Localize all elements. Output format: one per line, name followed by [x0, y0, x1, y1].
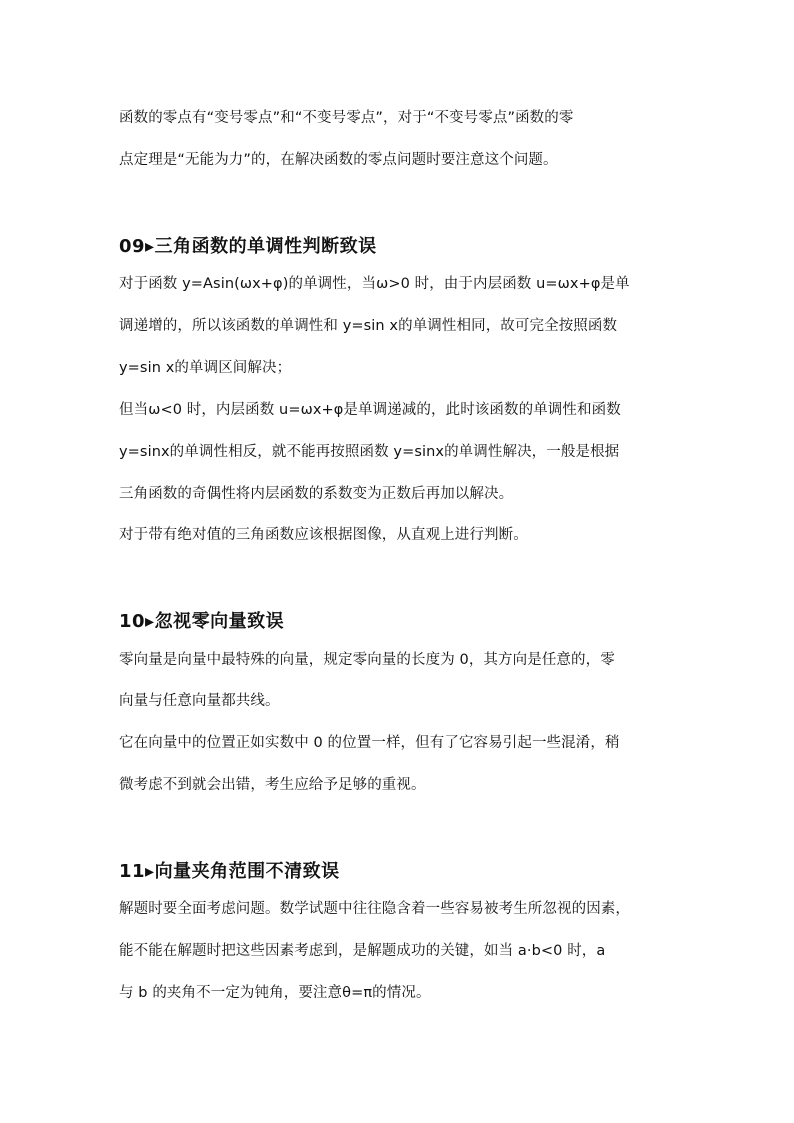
section-10-line-4: 微考虑不到就会出错，考生应给予足够的重视。	[119, 777, 426, 793]
section-11-line-1: 解题时要全面考虑问题。数学试题中往往隐含着一些容易被考生所忽视的因素，	[119, 901, 630, 917]
section-09-line-4: 但当ω<0 时，内层函数 u=ωx+φ是单调递减的，此时该函数的单调性和函数	[119, 402, 621, 418]
section-09-line-5: y=sinx的单调性相反，就不能再按照函数 y=sinx的单调性解决，一般是根据	[119, 444, 620, 460]
section-11-line-3: 与 b 的夹角不一定为钝角，要注意θ=π的情况。	[119, 985, 431, 1001]
section-10-line-3: 它在向量中的位置正如实数中 0 的位置一样，但有了它容易引起一些混淆，稍	[119, 735, 620, 751]
section-heading-10: 10▸忽视零向量致误	[119, 611, 285, 632]
intro-line-2: 点定理是“无能为力”的，在解决函数的零点问题时要注意这个问题。	[119, 152, 558, 168]
section-09-line-7: 对于带有绝对值的三角函数应该根据图像，从直观上进行判断。	[119, 527, 528, 543]
section-heading-09: 09▸三角函数的单调性判断致误	[119, 236, 377, 257]
section-09-line-1: 对于函数 y=Asin(ωx+φ)的单调性，当ω>0 时，由于内层函数 u=ωx+φ是单	[119, 276, 630, 292]
section-09-line-6: 三角函数的奇偶性将内层函数的系数变为正数后再加以解决。	[119, 486, 514, 502]
intro-line-1: 函数的零点有“变号零点”和“不变号零点”，对于“不变号零点”函数的零	[119, 110, 574, 126]
section-10-line-2: 向量与任意向量都共线。	[119, 693, 280, 709]
section-09-line-2: 调递增的，所以该函数的单调性和 y=sin x的单调性相同，故可完全按照函数	[119, 318, 618, 334]
section-10-line-1: 零向量是向量中最特殊的向量，规定零向量的长度为 0，其方向是任意的，零	[119, 652, 615, 668]
section-11-line-2: 能不能在解题时把这些因素考虑到，是解题成功的关键，如当 a·b<0 时，a	[119, 943, 606, 959]
section-09-line-3: y=sin x的单调区间解决；	[119, 360, 292, 376]
section-heading-11: 11▸向量夹角范围不清致误	[119, 861, 340, 882]
